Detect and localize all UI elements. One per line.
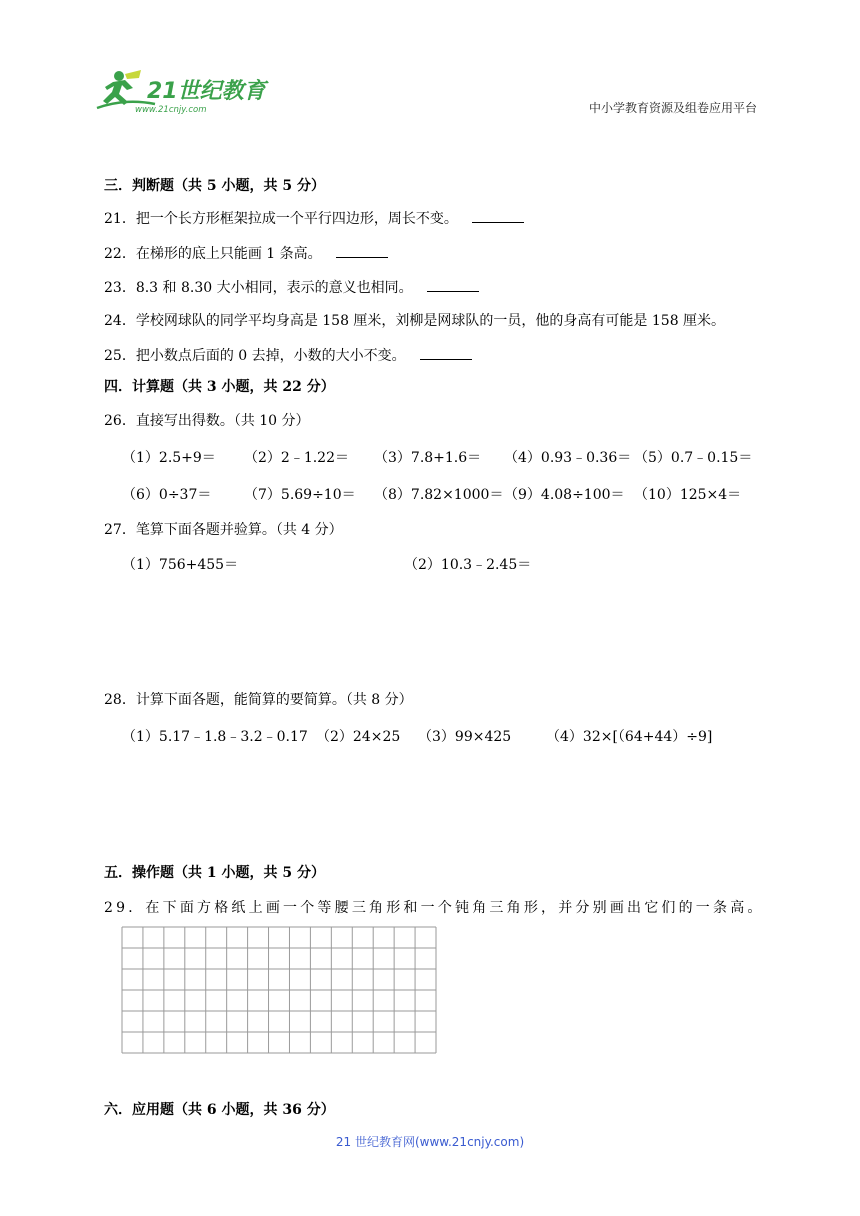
calc-item: （3）99×425 [418, 729, 512, 745]
calc-item: （1）5.17﹣1.8﹣3.2﹣0.17 [122, 729, 308, 745]
footer-text: 21 世纪教育网(www.21cnjy.com) [335, 1135, 525, 1149]
section-4-title: 四．计算题（共 3 小题，共 22 分） [104, 379, 335, 395]
answer-blank[interactable] [420, 345, 472, 360]
calc-item: （1）756+455＝ [122, 557, 239, 573]
answer-blank[interactable] [472, 208, 524, 223]
question-24: 24．学校网球队的同学平均身高是 158 厘米，刘柳是网球队的一员，他的身高有可能是 158 厘米。 [104, 313, 726, 329]
calc-item: （4）0.93﹣0.36＝ [504, 450, 632, 466]
question-23: 23．8.3 和 8.30 大小相同，表示的意义也相同。 [104, 277, 479, 298]
calc-item: （8）7.82×1000＝ [374, 487, 504, 503]
logo-text: 21世纪教育 [147, 79, 266, 104]
question-25: 25．把小数点后面的 0 去掉，小数的大小不变。 [104, 345, 472, 366]
section-5-title: 五．操作题（共 1 小题，共 5 分） [104, 865, 325, 881]
question-21: 21．把一个长方形框架拉成一个平行四边形，周长不变。 [104, 208, 524, 229]
grid-paper[interactable] [121, 926, 437, 1054]
question-29: 29．在下面方格纸上画一个等腰三角形和一个钝角三角形，并分别画出它们的一条高。 [104, 900, 765, 916]
site-logo [95, 68, 270, 114]
calc-item: （10）125×4＝ [634, 487, 742, 503]
question-28: 28．计算下面各题，能简算的要简算。（共 8 分） [104, 692, 413, 708]
logo-url: www.21cnjy.com [135, 105, 207, 114]
calc-item: （5）0.7﹣0.15＝ [634, 450, 753, 466]
answer-blank[interactable] [427, 277, 479, 292]
calc-item: （2）2﹣1.22＝ [244, 450, 349, 466]
calc-item: （1）2.5+9＝ [122, 450, 216, 466]
calc-item: （9）4.08÷100＝ [504, 487, 625, 503]
calc-item: （7）5.69÷10＝ [244, 487, 356, 503]
calc-item: （4）32×[（64+44）÷9] [546, 729, 713, 745]
calc-item: （2）24×25 [316, 729, 401, 745]
answer-blank[interactable] [336, 243, 388, 258]
calc-item: （3）7.8+1.6＝ [374, 450, 482, 466]
header-site-name: 中小学教育资源及组卷应用平台 [588, 101, 757, 115]
question-22: 22．在梯形的底上只能画 1 条高。 [104, 243, 388, 264]
section-3-title: 三．判断题（共 5 小题，共 5 分） [104, 178, 325, 194]
calc-item: （6）0÷37＝ [122, 487, 212, 503]
question-26: 26．直接写出得数。（共 10 分） [104, 413, 310, 429]
section-6-title: 六．应用题（共 6 小题，共 36 分） [104, 1102, 335, 1118]
question-27: 27．笔算下面各题并验算。（共 4 分） [104, 522, 343, 538]
calc-item: （2）10.3﹣2.45＝ [404, 557, 532, 573]
